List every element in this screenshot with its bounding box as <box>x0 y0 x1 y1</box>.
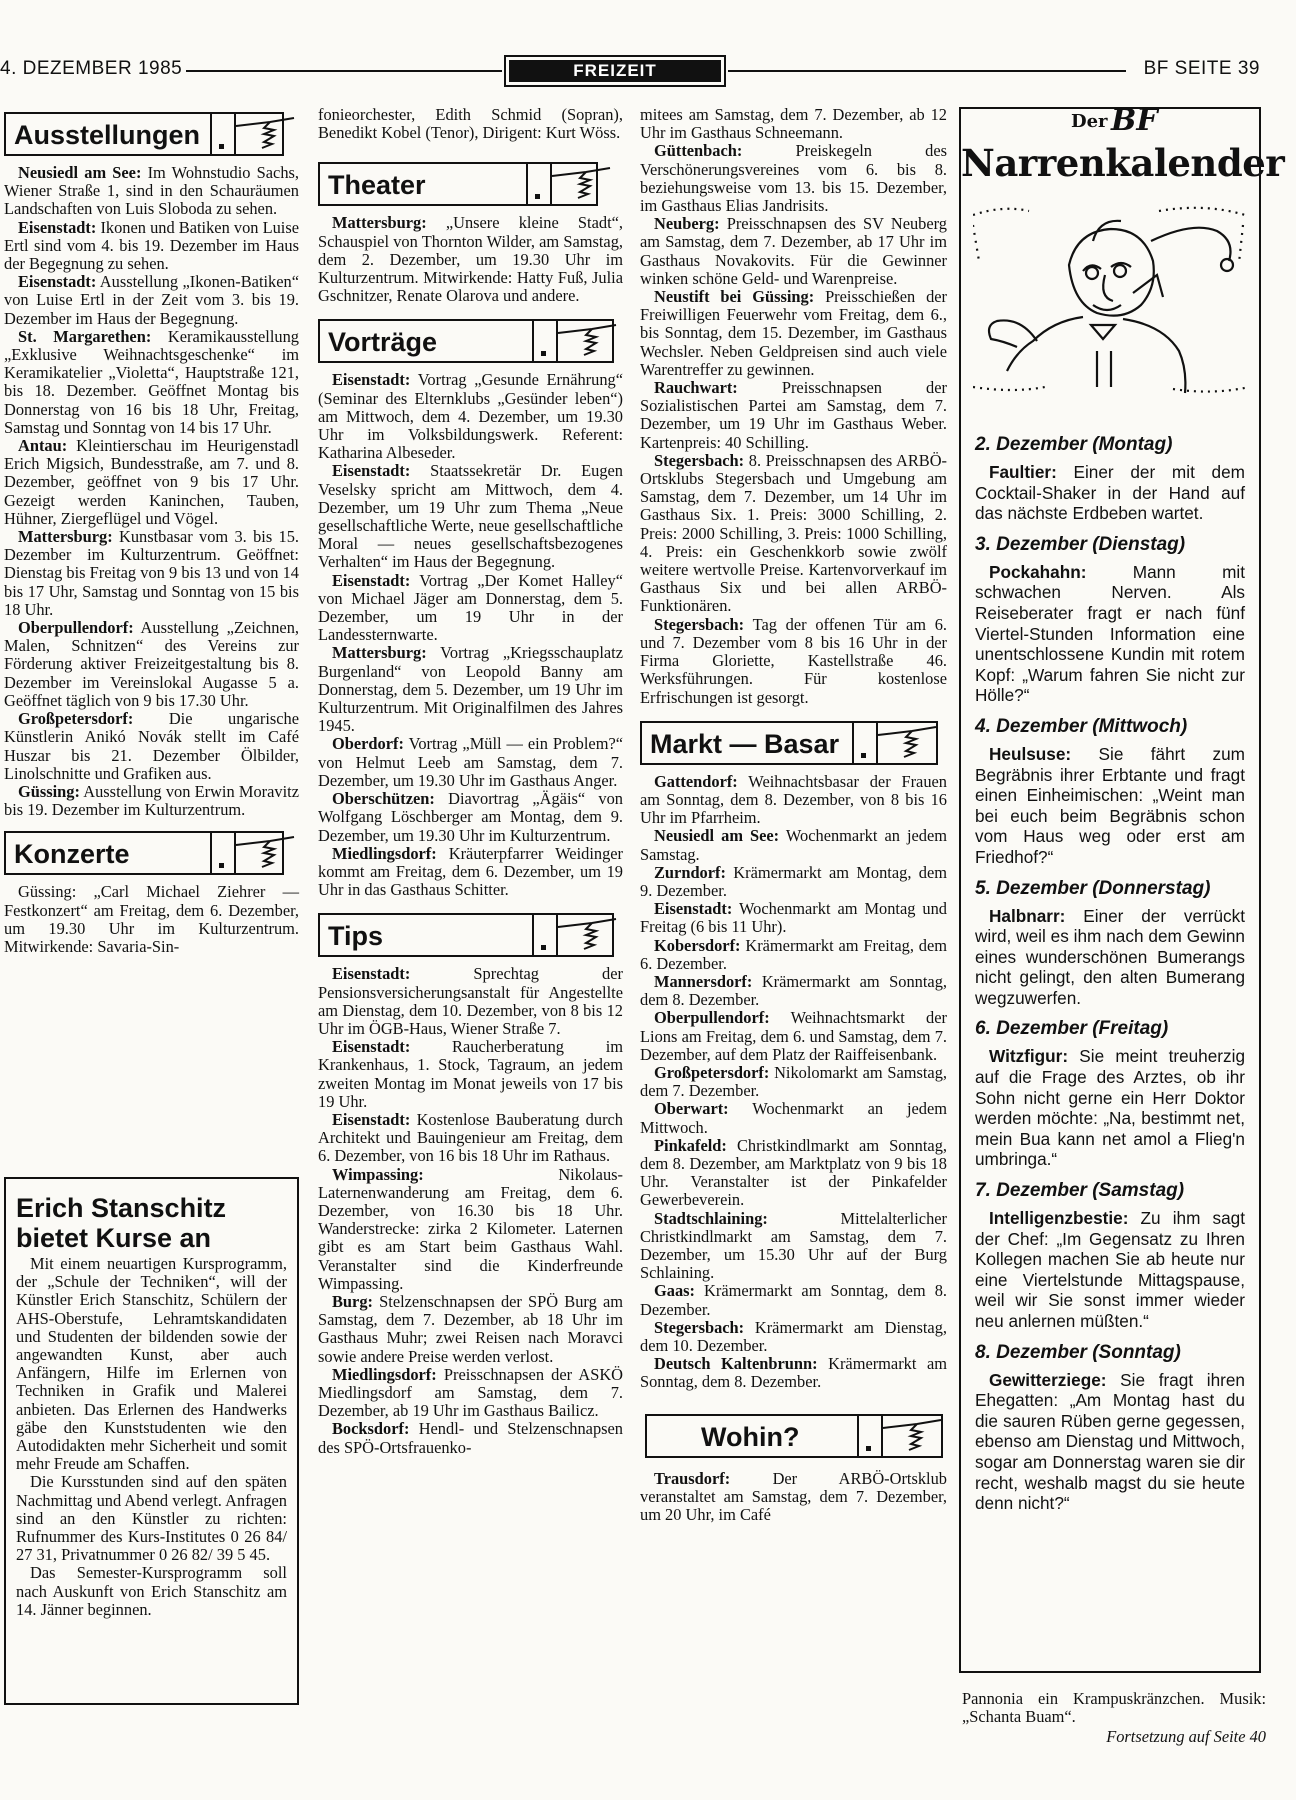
event-entry <box>640 1282 947 1318</box>
event-entry <box>640 937 947 973</box>
section-label: Markt — Basar <box>650 728 840 759</box>
theater-list <box>318 214 623 305</box>
event-place: Zurndorf: <box>654 862 726 882</box>
dot-icon <box>532 913 558 957</box>
section-box-theater <box>318 162 598 206</box>
event-entry <box>318 845 623 900</box>
calendar-day-entry <box>975 562 1245 706</box>
pointing-hand-icon <box>881 1416 943 1456</box>
event-entry <box>640 616 947 707</box>
event-entry <box>640 1355 947 1391</box>
wohin-list <box>640 1470 947 1525</box>
event-place: Gattendorf: <box>654 771 738 791</box>
title-der: Der <box>1071 111 1108 132</box>
event-text: Krämermarkt am Sonntag, dem 8. Dezember. <box>640 1281 947 1319</box>
event-place: Pinkafeld: <box>654 1135 727 1155</box>
continuation-note: Fortsetzung auf Seite 40 <box>1106 1727 1266 1747</box>
calendar-day-heading: 8. Dezember (Sonntag) <box>975 1341 1181 1363</box>
dot-icon <box>532 319 558 363</box>
event-place: Oberpullendorf: <box>654 1008 770 1028</box>
event-place: Bocksdorf: <box>332 1419 410 1439</box>
jester-type: Gewitterziege: <box>989 1369 1107 1390</box>
event-text: Kleintierschau im Heurigenstadl Erich Migsich, Bundesstraße, am 7. und 8. Dezember, geöffnet von 9 bis 17 Uhr. Gezeigt werden Kaninchen, Tauben, Hühner, Ziergeflügel und Vögel. <box>4 436 299 528</box>
wohin-continued-text: Pannonia ein Krampuskränzchen. Musik: „Schanta Buam“. <box>962 1689 1266 1727</box>
jester-description: Sie meint treuherzig auf die Frage des Arztes, ob ihr Sohn nicht gerne ein Herr Doktor werden möchte: „Na, bestimmt net, mein Bua kann net amol a Flieg'n umbringa.“ <box>975 1046 1245 1170</box>
pointing-hand-icon <box>234 833 296 873</box>
section-label: Theater <box>328 170 426 201</box>
event-entry <box>318 371 623 462</box>
event-text: Krämermarkt am Montag, dem 9. Dezember. <box>640 862 947 900</box>
event-text: Keramikausstellung „Exklusive Weihnachtsgeschenke“ im Keramikatelier „Violetta“, Hauptstraße 121, bis 18. Dezember. Geöffnet Montag bis Donnerstag von 16 bis 18 Uhr, Freitag, Samstag und Sonntag von 14 bis 17 Uhr. <box>4 326 299 437</box>
pointing-hand-icon <box>550 164 612 204</box>
calendar-day-entry <box>975 1046 1245 1170</box>
event-text: Krämermarkt am Dienstag, dem 10. Dezember. <box>640 1317 947 1355</box>
narrenkalender-title <box>961 103 1285 189</box>
event-place: Antau: <box>18 436 68 456</box>
event-text: Kräuterpfarrer Weidinger kommt am Freitag, dem 6. Dezember, um 19 Uhr in das Gasthaus Schitter. <box>318 843 623 900</box>
event-place: Eisenstadt: <box>654 899 733 919</box>
event-place: Burg: <box>332 1291 373 1311</box>
wohin-continued <box>962 1690 1266 1747</box>
article-paragraph: Mit einem neuartigen Kursprogramm, der „Schule der Techniken“, will der Künstler Erich Stanschitz, Schülern der AHS-Oberstufe, Lehramtskandidaten und Studenten der bildenden sowie der angewandten Kunst, aber auch Anfängern, Hilfe im Erlernen von Techniken in Grafik und Malerei anbieten. Das Erlernen des Handwerks gäbe den Kunststudenten wie den Autodidakten mehr Sicherheit und somit mehr Freude am Schaffen. <box>16 1254 287 1474</box>
event-entry <box>4 328 299 437</box>
event-place: Neusiedl am See: <box>18 163 142 182</box>
event-entry <box>640 973 947 1009</box>
dot-icon <box>852 721 878 765</box>
jester-type: Pockahahn: <box>989 561 1087 582</box>
title-main: Narrenkalender <box>961 141 1285 185</box>
markt-list <box>640 773 947 1392</box>
event-text: Preiskegeln des Verschönerungsvereines vom 6. bis 8. beziehungsweise vom 13. bis 15. Dezember, im Gasthaus Elias Jandrisits. <box>640 141 947 216</box>
event-entry <box>640 1210 947 1283</box>
event-place: Mattersburg: <box>18 527 113 547</box>
stanschitz-article <box>4 1177 299 1705</box>
event-place: Mannersdorf: <box>654 971 753 991</box>
event-place: Deutsch Kaltenbrunn: <box>654 1354 818 1374</box>
pointing-hand-icon <box>876 723 938 763</box>
event-entry <box>640 452 947 616</box>
event-text: Krämermarkt am Freitag, dem 6. Dezember. <box>640 935 947 973</box>
event-text: Christkindlmarkt am Sonntag, dem 8. Dezember, am Marktplatz von 9 bis 18 Uhr. Veranstalter ist der Pinkafelder Gewerbeverein. <box>640 1135 947 1210</box>
event-place: Eisenstadt: <box>332 964 411 984</box>
section-badge <box>504 55 726 87</box>
calendar-day-entry <box>975 744 1245 868</box>
event-entry <box>4 883 299 956</box>
calendar-day-heading: 2. Dezember (Montag) <box>975 434 1173 455</box>
event-place: Miedlingsdorf: <box>332 1364 437 1384</box>
event-entry <box>318 214 623 305</box>
event-place: Kobersdorf: <box>654 935 741 955</box>
event-entry <box>640 1064 947 1100</box>
event-entry <box>4 528 299 619</box>
event-place: Großpetersdorf: <box>18 709 134 729</box>
event-text: Staatssekretär Dr. Eugen Veselsky spricht am Mittwoch, dem 4. Dezember, um 19 Uhr zum Thema „Neue gesellschaftliche Werte, neue gesellschaftliche Moral — neues gesellschaftsbezogenes Verhalten“ im Haus der Begegnung. <box>318 461 623 572</box>
event-text: Kostenlose Bauberatung durch Architekt und Bauingenieur am Freitag, dem 6. Dezember, von 16 bis 18 Uhr im Rathaus. <box>318 1109 623 1166</box>
jester-description: Sie fährt zum Begräbnis ihrer Erbtante und fragt einen Einheimischen: „Weint man bei euch beim Begräbnis schon vom Haus weg oder erst am Friedhof?“ <box>975 743 1245 867</box>
narrenkalender-entries <box>975 424 1245 1518</box>
event-place: Eisenstadt: <box>332 1037 411 1057</box>
event-text: 8. Preisschnapsen des ARBÖ-Ortsklubs Stegersbach und Umgebung am Samstag, dem 7. Dezember, um 14 Uhr im Gasthaus Six. 1. Preis: 3000 Schilling, 2. Preis: 2000 Schilling, 3. Preis: 1000 Schilling, 4. Preis: ein Geschenkkorb sowie zwölf weitere wertvolle Preise. Kartenvorverkauf im Gasthaus Six und bei allen ARBÖ-Funktionären. <box>640 450 947 616</box>
event-text: Vortrag „Gesunde Ernährung“ (Seminar des Elternklubs „Gesünder leben“) am Mittwoch, dem 4. Dezember, um 19.30 Uhr im Volksbildungswerk. Referent: Katharina Albeseder. <box>318 370 623 463</box>
tips-list-continued <box>640 142 947 706</box>
event-text: Kunstbasar vom 3. bis 15. Dezember im Kulturzentrum. Geöffnet: Dienstag bis Freitag von 9 bis 13 und von 14 bis 17 Uhr, Samstag und Sonntag von 15 bis 18 Uhr. <box>4 527 299 619</box>
event-place: Mattersburg: <box>332 643 427 663</box>
event-place: Güssing: <box>18 781 80 801</box>
event-place: Stegersbach: <box>654 1317 745 1337</box>
event-text: Im Wohnstudio Sachs, Wiener Straße 1, sind in den Schauräumen Landschaften von Luis Sloboda zu sehen. <box>4 163 299 219</box>
event-text: Diavortrag „Ägäis“ von Wolfgang Löschberger am Montag, dem 9. Dezember, um 19.30 Uhr im Kulturzentrum. <box>318 789 623 845</box>
event-place: Neustift bei Güssing: <box>654 287 815 307</box>
event-text: Ausstellung „Zeichnen, Malen, Schnitzen“ des Vereins zur Förderung aktiver Freizeitgestaltung bis 8. Dezember im Vereinslokal Augasse 5 a. Geöffnet täglich von 9 bis 17.30 Uhr. <box>4 618 299 710</box>
dot-icon <box>526 162 552 206</box>
jester-description: Mann mit schwachen Nerven. Als Reiseberater fragt er nach fünf Viertel-Stunden Information eine unentschlossene Kundin mit rotem Kopf: „Warum fahren Sie nicht zur Hölle?“ <box>975 561 1245 706</box>
event-place: Stegersbach: <box>654 614 745 634</box>
event-text: Nikolomarkt am Samstag, dem 7. Dezember. <box>640 1062 947 1101</box>
event-entry <box>318 965 623 1038</box>
event-text: Nikolaus-Laternenwanderung am Freitag, dem 6. Dezember, von 16.30 bis 18 Uhr. Wanderstrecke: zirka 2 Kilometer. Laternen gibt es am Start beim Gasthaus Wahl. Veranstalter sind die Kinderfreunde Wimpassing. <box>318 1164 623 1293</box>
section-box-konzerte <box>4 831 284 875</box>
section-title: FREIZEIT <box>509 60 721 82</box>
event-entry <box>640 1100 947 1136</box>
event-text: Tag der offenen Tür am 6. und 7. Dezember vom 8 bis 16 Uhr in der Firma Gloriette, Kastellstraße 46. Werksführungen. Für kostenlose Erfrischungen ist gesorgt. <box>640 614 947 707</box>
event-text: Preisschießen der Freiwilligen Feuerwehr vom Freitag, dem 6., bis Sonntag, dem 15. Dezember, im Gasthaus Wechsler. Neben Geldpreisen sind auch viele Warentreffer zu gewinnen. <box>640 287 947 379</box>
event-text: Wochenmarkt an jedem Mittwoch. <box>640 1099 947 1137</box>
event-text: Mittelalterlicher Christkindlmarkt am Samstag, dem 7. Dezember, um 15.30 Uhr auf der Burg Schlaining. <box>640 1208 947 1283</box>
event-text: Weihnachtsmarkt der Lions am Freitag, dem 6. und Samstag, dem 7. Dezember, auf dem Platz der Raiffeisenbank. <box>640 1008 947 1064</box>
event-entry <box>318 1366 623 1421</box>
event-text: Die ungarische Künstlerin Anikó Novák stellt im Café Huszar bis 21. Dezember Ölbilder, Linolschnitte und Grafiken aus. <box>4 709 299 783</box>
article-paragraph: Das Semester-Kursprogramm soll nach Auskunft von Erich Stanschitz am 14. Jänner beginnen. <box>16 1563 287 1619</box>
header-rule-left <box>186 70 502 72</box>
section-label: Konzerte <box>14 839 130 870</box>
event-text: Sprechtag der Pensionsversicherungsanstalt für Angestellte am Dienstag, dem 10. Dezember, von 8 bis 12 Uhr im ÖGB-Haus, Wiener Straße 7. <box>318 964 623 1038</box>
event-entry <box>640 1470 947 1525</box>
event-place: Eisenstadt: <box>18 272 97 292</box>
event-text: Preisschnapsen der ASKÖ Miedlingsdorf am Samstag, dem 7. Dezember, ab 19 Uhr im Gasthaus Bailicz. <box>318 1364 623 1421</box>
event-entry <box>4 619 299 710</box>
ausstellungen-list <box>4 164 299 819</box>
event-text: Der ARBÖ-Ortsklub veranstaltet am Samstag, dem 7. Dezember, um 20 Uhr, im Café <box>640 1468 947 1525</box>
pointing-hand-icon <box>556 915 618 955</box>
event-entry <box>640 773 947 828</box>
dot-icon <box>210 831 236 875</box>
event-place: Eisenstadt: <box>332 570 411 590</box>
section-box-ausstellungen <box>4 112 284 156</box>
event-place: Eisenstadt: <box>332 1109 411 1129</box>
event-entry <box>640 215 947 288</box>
event-entry <box>640 1009 947 1064</box>
calendar-day-heading: 3. Dezember (Dienstag) <box>975 533 1186 555</box>
event-entry <box>318 1038 623 1111</box>
header-rule-right <box>728 70 1126 72</box>
vortraege-list <box>318 371 623 899</box>
event-place: Güttenbach: <box>654 141 743 161</box>
konzerte-continued: fonieorchester, Edith Schmid (Sopran), Benedikt Kobel (Tenor), Dirigent: Kurt Wöss. <box>318 105 623 143</box>
event-text: Krämermarkt am Sonntag, dem 8. Dezember. <box>640 971 947 1010</box>
tips-list <box>318 965 623 1456</box>
event-text: Vortrag „Der Komet Halley“ von Michael Jäger am Donnerstag, dem 5. Dezember, um 19 Uhr in der Landessternwarte. <box>318 570 623 645</box>
jester-description: Einer der mit dem Cocktail-Shaker in der Hand auf das nächste Erdbeben wartet. <box>975 462 1245 524</box>
event-place: Trausdorf: <box>654 1468 731 1488</box>
calendar-day-heading: 4. Dezember (Mittwoch) <box>975 715 1188 737</box>
event-entry <box>640 900 947 936</box>
event-place: Großpetersdorf: <box>654 1062 770 1082</box>
calendar-day-entry <box>975 906 1245 1009</box>
jester-type: Heulsuse: <box>989 743 1072 764</box>
event-place: Rauchwart: <box>654 378 738 398</box>
event-entry <box>640 1137 947 1210</box>
calendar-day-entry <box>975 462 1245 524</box>
event-place: St. Margarethen: <box>18 326 152 346</box>
event-text: Preisschnapsen des SV Neuberg am Samstag, dem 7. Dezember, ab 17 Uhr im Gasthaus Novakovits. Für die Gewinner winken schöne Geld- und Warenpreise. <box>640 214 947 288</box>
section-box-vortraege <box>318 319 614 363</box>
event-text: Wochenmarkt an jedem Samstag. <box>640 826 947 864</box>
event-entry <box>4 783 299 819</box>
dot-icon <box>210 112 236 156</box>
event-place: Eisenstadt: <box>332 461 411 481</box>
calendar-day-heading: 5. Dezember (Donnerstag) <box>975 877 1211 899</box>
jester-description: Einer der verrückt wird, weil es ihm nach dem Gewinn eines wunderschönen Bumerangs nicht gelingt, den alten Bumerang wegzuwerfen. <box>975 905 1245 1008</box>
event-entry <box>4 437 299 528</box>
event-text: Stelzenschnapsen der SPÖ Burg am Samstag, dem 7. Dezember, ab 18 Uhr im Gasthaus Muhr; zwei Reisen nach Moravci sowie andere Preise werden verlost. <box>318 1291 623 1366</box>
event-text: Vortrag „Müll — ein Problem?“ von Helmut Leeb am Samstag, dem 7. Dezember, um 19.30 Uhr im Gasthaus Anger. <box>318 734 623 790</box>
event-place: Mattersburg: <box>332 213 427 233</box>
event-text: Güssing: „Carl Michael Ziehrer — Festkonzert“ am Freitag, dem 6. Dezember, um 19.30 Uhr im Kulturzentrum. Mitwirkende: Savaria-Sin- <box>4 882 299 956</box>
event-place: Oberwart: <box>654 1099 729 1119</box>
event-text: Ausstellung „Ikonen-Batiken“ von Luise Ertl in der Zeit vom 3. bis 19. Dezember im Haus der Begegnung. <box>4 272 299 328</box>
event-place: Oberpullendorf: <box>18 618 134 638</box>
issue-date: 4. DEZEMBER 1985 <box>0 58 183 79</box>
column-3 <box>640 106 947 1524</box>
event-entry <box>318 735 623 790</box>
event-entry <box>640 288 947 379</box>
jester-description: Zu ihm sagt der Chef: „Im Gegensatz zu Ihren Kollegen machen Sie ab heute nur eine Viertelstunde Mittagspause, weil wir Sie sonst immer wieder neu anlernen müßten.“ <box>975 1208 1245 1331</box>
event-entry <box>640 1319 947 1355</box>
event-text: Raucherberatung im Krankenhaus, 1. Stock, Tagraum, an jedem zweiten Montag im Monat jeweils von 17 bis 19 Uhr. <box>318 1037 623 1111</box>
column-2 <box>318 106 623 1457</box>
event-place: Miedlingsdorf: <box>332 843 437 863</box>
event-entry <box>318 1293 623 1366</box>
article-paragraph: Die Kursstunden sind auf den späten Nachmittag und Abend verlegt. Anfragen sind an den Künstler zu richten: Rufnummer des Kurs-Institutes 0 26 84/ 27 31, Privatnummer 0 26 82/ 39 5 45. <box>16 1472 287 1565</box>
event-entry <box>4 164 299 219</box>
section-box-tips <box>318 913 614 957</box>
jester-cartoon-illustration <box>973 201 1249 413</box>
jester-type: Witzfigur: <box>989 1046 1069 1067</box>
section-box-wohin <box>645 1414 943 1458</box>
event-place: Eisenstadt: <box>18 217 97 237</box>
event-entry <box>318 1420 623 1456</box>
event-place: Neuberg: <box>654 214 720 234</box>
event-entry <box>318 1166 623 1293</box>
event-text: Weihnachtsbasar der Frauen am Sonntag, dem 8. Dezember, von 8 bis 16 Uhr im Pfarrheim. <box>640 771 947 828</box>
event-place: Wimpassing: <box>332 1164 424 1184</box>
event-text: Ikonen und Batiken von Luise Ertl sind vom 4. bis 19. Dezember im Haus der Begegnung zu sehen. <box>4 217 299 274</box>
event-place: Gaas: <box>654 1281 695 1301</box>
event-text: Wochenmarkt am Montag und Freitag (6 bis 11 Uhr). <box>640 899 947 937</box>
jester-type: Intelligenzbestie: <box>989 1208 1129 1229</box>
page-number: BF SEITE 39 <box>1143 58 1260 79</box>
event-entry <box>4 273 299 328</box>
jester-description: Sie fragt ihren Ehegatten: „Am Montag hast du die sauren Rüben gerne gegessen, ebenso am Dienstag und Mittwoch, sogar am Donnerstag waren sie dir recht, weshalb magst du sie heute denn nicht?“ <box>975 1369 1245 1514</box>
event-text: Krämermarkt am Sonntag, dem 8. Dezember. <box>640 1354 947 1392</box>
narrenkalender-box <box>959 103 1285 1673</box>
event-text: Preisschnapsen der Sozialistischen Partei am Samstag, dem 7. Dezember, um 19 Uhr im Gasthaus Weber. Kartenpreis: 40 Schilling. <box>640 378 947 452</box>
pointing-hand-icon <box>556 321 618 361</box>
event-entry <box>4 219 299 274</box>
event-place: Stegersbach: <box>654 450 745 470</box>
event-entry <box>318 644 623 735</box>
event-text: „Unsere kleine Stadt“, Schauspiel von Thornton Wilder, am Samstag, dem 2. Dezember, um 19.30 Uhr im Kulturzentrum. Mitwirkende: Hatty Fuß, Julia Gschnitzer, Renate Olarova und andere. <box>318 213 623 306</box>
event-entry <box>318 462 623 571</box>
section-label: Tips <box>328 921 384 952</box>
dot-icon <box>857 1414 883 1458</box>
pointing-hand-icon <box>234 114 296 154</box>
event-entry <box>318 572 623 645</box>
column-1 <box>4 110 299 956</box>
title-bf: BF <box>1111 103 1158 138</box>
event-entry <box>318 1111 623 1166</box>
event-place: Neusiedl am See: <box>654 826 780 846</box>
event-entry <box>640 864 947 900</box>
event-entry <box>4 710 299 783</box>
event-entry <box>640 379 947 452</box>
jester-type: Faultier: <box>989 462 1057 482</box>
section-label: Vorträge <box>328 327 438 358</box>
event-place: Oberschützen: <box>332 789 435 809</box>
section-label: Wohin? <box>701 1421 800 1452</box>
calendar-day-heading: 7. Dezember (Samstag) <box>975 1180 1185 1202</box>
event-place: Stadtschlaining: <box>654 1208 768 1228</box>
calendar-day-entry <box>975 1370 1245 1514</box>
section-label: Ausstellungen <box>14 120 201 150</box>
event-text: Hendl- und Stelzenschnapsen des SPÖ-Ortsfrauenko- <box>318 1419 623 1457</box>
jester-type: Halbnarr: <box>989 905 1066 926</box>
tips-continued: mitees am Samstag, dem 7. Dezember, ab 12 Uhr im Gasthaus Schneemann. <box>640 105 947 143</box>
section-box-markt <box>640 721 938 765</box>
konzerte-list <box>4 883 299 956</box>
event-entry <box>640 142 947 215</box>
event-text: Ausstellung von Erwin Moravitz bis 19. Dezember im Kulturzentrum. <box>4 781 299 820</box>
event-place: Eisenstadt: <box>332 370 411 390</box>
article-headline: Erich Stanschitz bietet Kurse an <box>16 1193 227 1253</box>
event-place: Oberdorf: <box>332 734 404 754</box>
event-entry <box>318 790 623 845</box>
event-entry <box>640 827 947 863</box>
calendar-day-heading: 6. Dezember (Freitag) <box>975 1018 1169 1040</box>
calendar-day-entry <box>975 1208 1245 1332</box>
event-text: Vortrag „Kriegsschauplatz Burgenland“ von Leopold Banny am Donnerstag, dem 5. Dezember, um 19 Uhr im Kulturzentrum. Mit Originalfilmen des Jahres 1945. <box>318 643 623 736</box>
